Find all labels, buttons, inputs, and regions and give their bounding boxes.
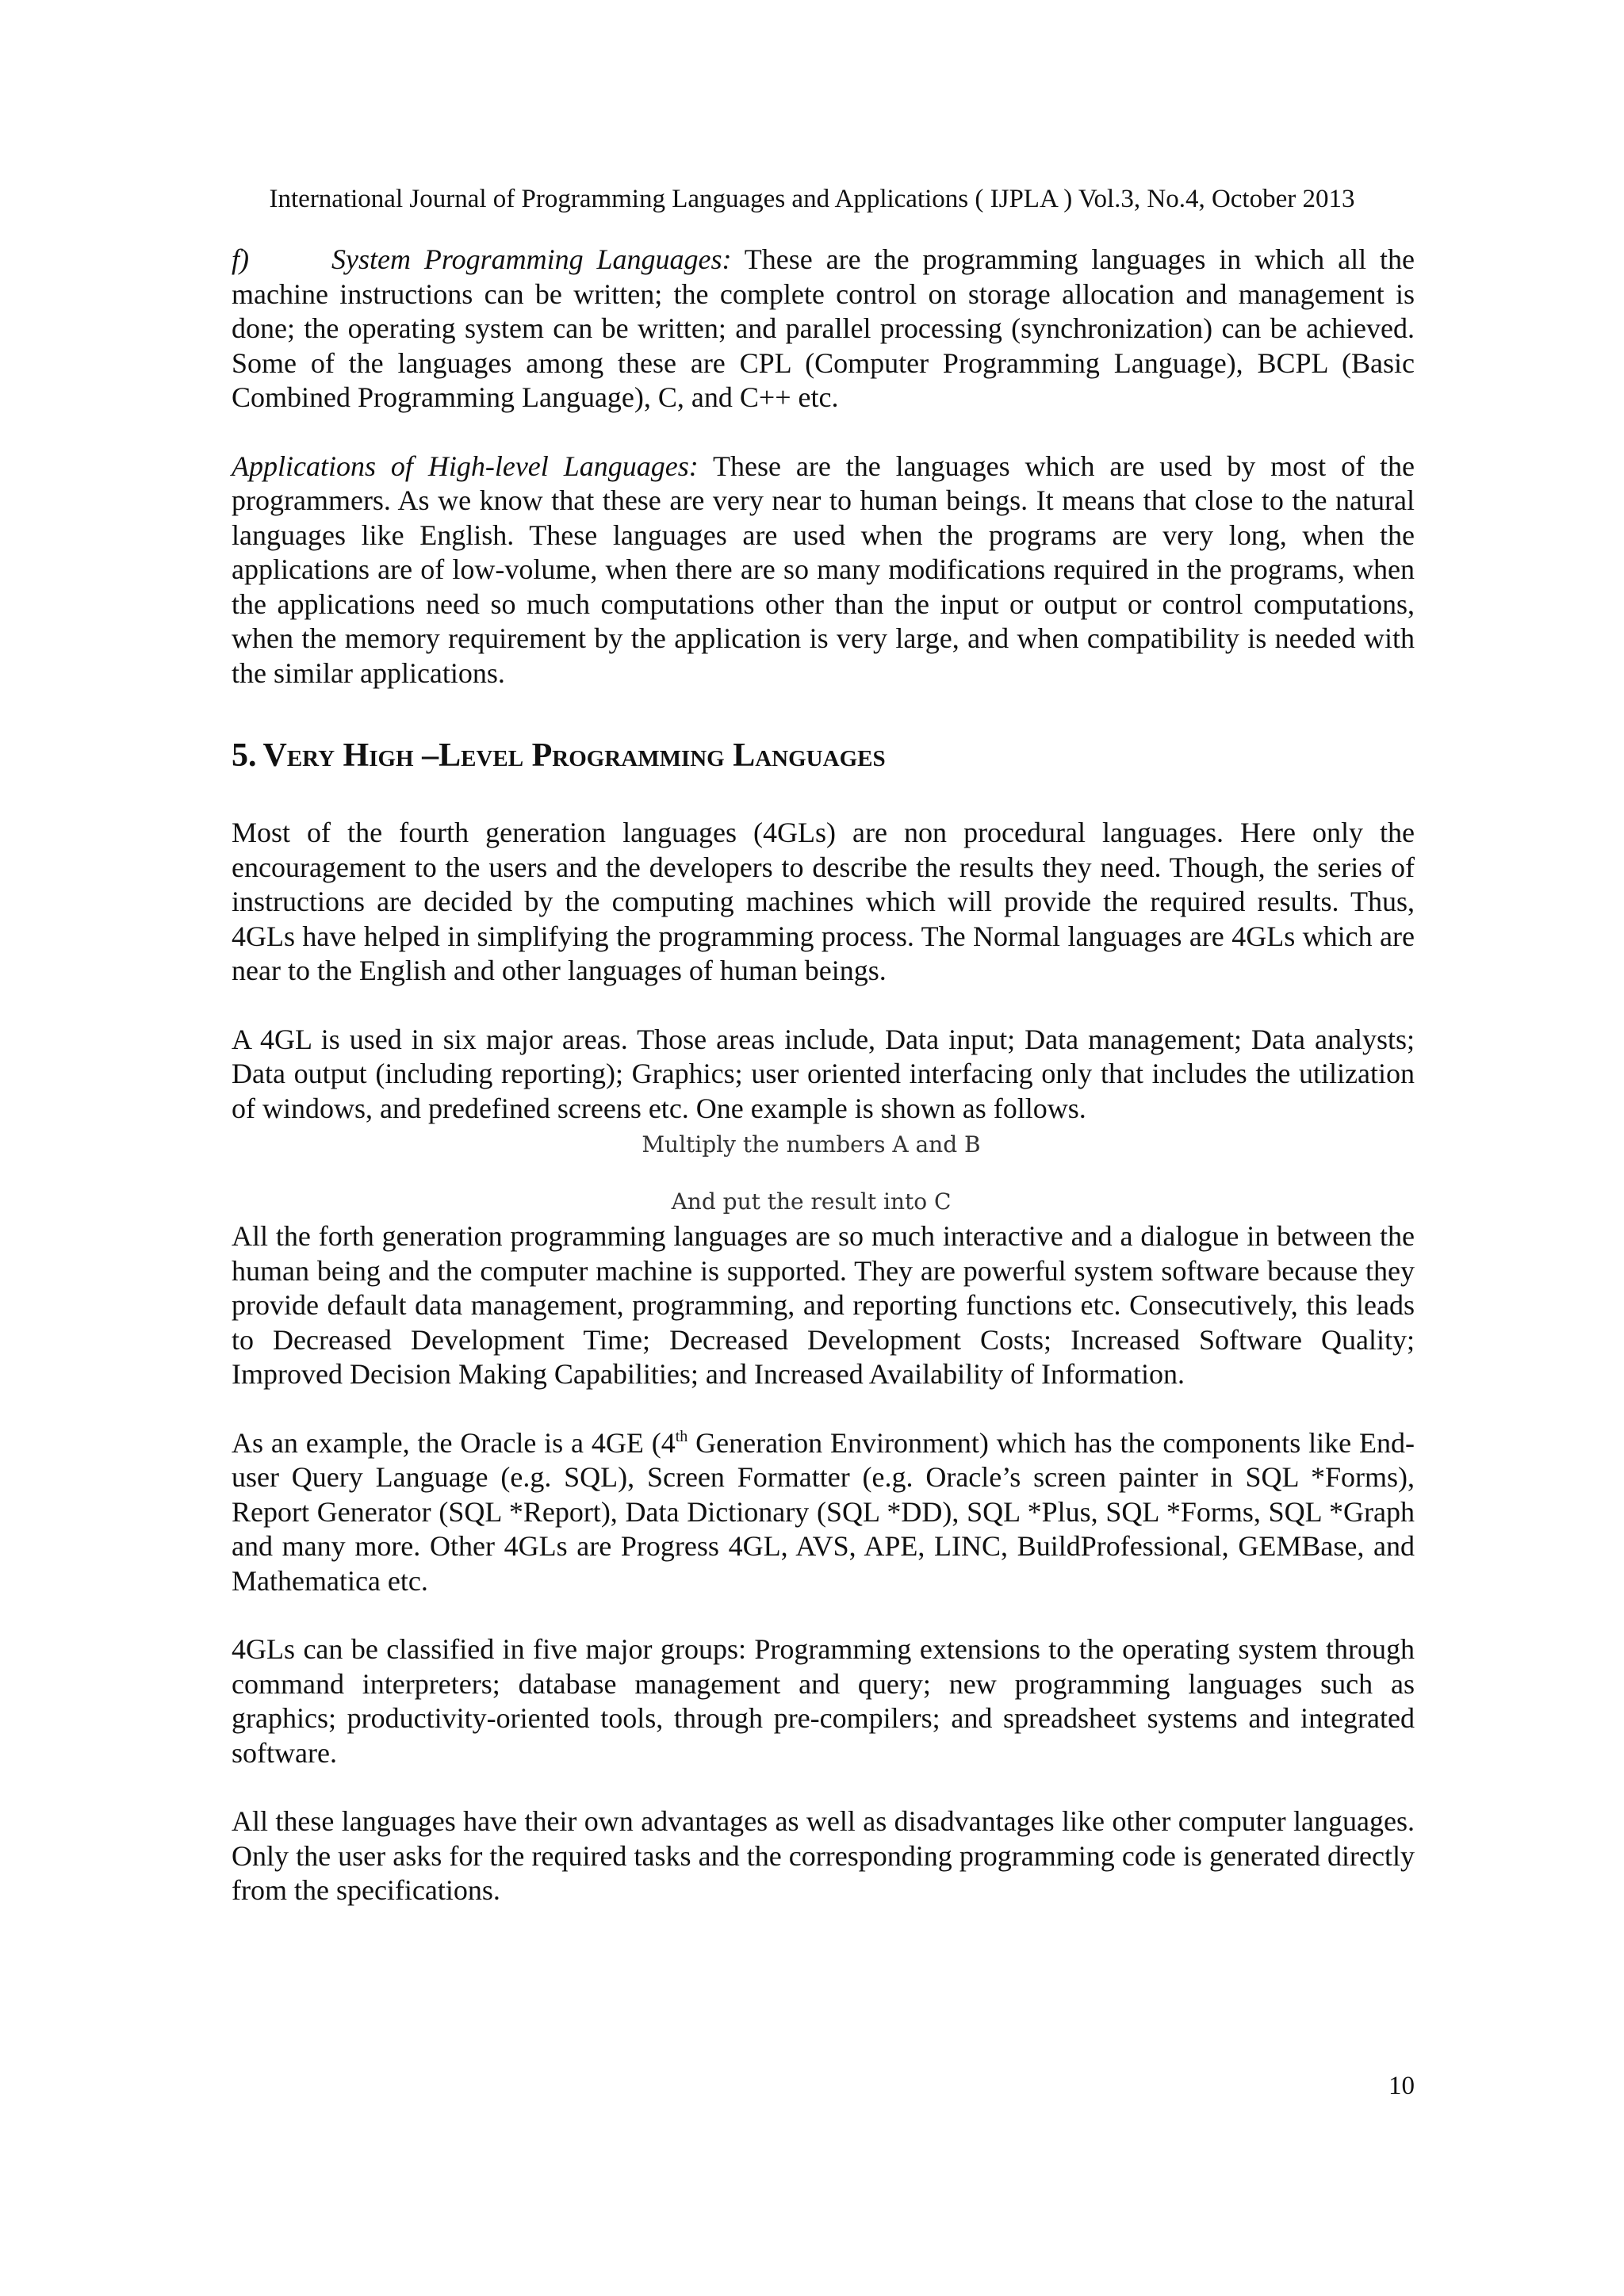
example-figure (208, 1127, 1415, 1219)
list-item-text: These are the programming languages in which all the machine instructions can be written; the complete control on storage allocation and management is done; the operating system can be written; and parallel processing (synchronization) can be achieved. Some of the languages among these are CPL (Computer Programming Language), BCPL (Basic Combined Programming Language), C, and C++ etc. (232, 243, 1415, 413)
page-number: 10 (1388, 2072, 1415, 2100)
list-item-f (232, 243, 1415, 415)
paragraph-text: Generation Environment) which has the components like End-user Query Language (e.g. SQL), Screen Formatter (e.g. Oracle’s screen painter in SQL *Forms), Report Generator (SQL *Report), Data Dictionary (SQL *DD), SQL *Plus, SQL *Forms, SQL *Graph and many more. Other 4GLs are Progress 4GL, AVS, APE, LINC, BuildProfessional, GEMBase, and Mathematica etc. (232, 1426, 1415, 1597)
section-heading (232, 733, 1415, 779)
list-item-letter: f) (232, 243, 249, 275)
applications-term: Applications of High-level Languages: (232, 450, 699, 482)
section-title: Very High –Level Programming Languages (262, 737, 886, 774)
paragraph-4gl-intro: Most of the fourth generation languages (4GLs) are non procedural languages. Here only the encouragement to the users and the developers to describe the results they need. Though, the series of instructions are decided by the computing machines which will provide the required results. Thus, 4GLs have helped in simplifying the programming process. The Normal languages are 4GLs which are near to the English and other languages of human beings. (232, 817, 1415, 986)
example-line: Multiply the numbers A and B (642, 1131, 981, 1158)
paragraph-4gl-groups: 4GLs can be classified in five major groups: Programming extensions to the operating system through command interpreters; database management and query; new programming languages such as graphics; productivity-oriented tools, through pre-compilers; and spreadsheet systems and integrated software. (232, 1633, 1415, 1769)
paragraph-4gl-interactive: All the forth generation programming languages are so much interactive and a dialogue in between the human being and the computer machine is supported. They are powerful system software because they provide default data management, programming, and reporting functions etc. Consecutively, this leads to Decreased Development Time; Decreased Development Costs; Increased Software Quality; Improved Decision Making Capabilities; and Increased Availability of Information. (232, 1220, 1415, 1390)
paragraph-4gl-advantages: All these languages have their own advantages as well as disadvantages like other computer languages. Only the user asks for the required tasks and the corresponding programming code is generated directly from the specifications. (232, 1805, 1415, 1906)
body-text (232, 243, 1415, 1908)
applications-paragraph (232, 450, 1415, 691)
superscript: th (675, 1427, 688, 1445)
applications-text: These are the languages which are used by most of the programmers. As we know that these are very near to human beings. It means that close to the natural languages like English. These languages are used when the programs are very long, when the applications are of low-volume, when there are so many modifications required in the programs, when the applications need so much computations other than the input or output or control computations, when the memory requirement by the application is very large, and when compatibility is needed with the similar applications. (232, 450, 1415, 689)
section-number: 5. (232, 737, 257, 774)
paragraph-4gl-areas: A 4GL is used in six major areas. Those areas include, Data input; Data management; Data analysts; Data output (including reporting); Graphics; user oriented interfacing only that includes the utilization of windows, and predefined screens etc. One example is shown as follows. (232, 1023, 1415, 1124)
running-header: International Journal of Programming Languages and Applications ( IJPLA ) Vol.3, No.4, October 2013 (269, 185, 1355, 213)
list-item-term: System Programming Languages: (331, 243, 732, 275)
example-line: And put the result into C (671, 1188, 952, 1215)
paragraph-text: As an example, the Oracle is a 4GE (4 (232, 1426, 676, 1459)
paragraph-oracle-example (232, 1426, 1415, 1599)
